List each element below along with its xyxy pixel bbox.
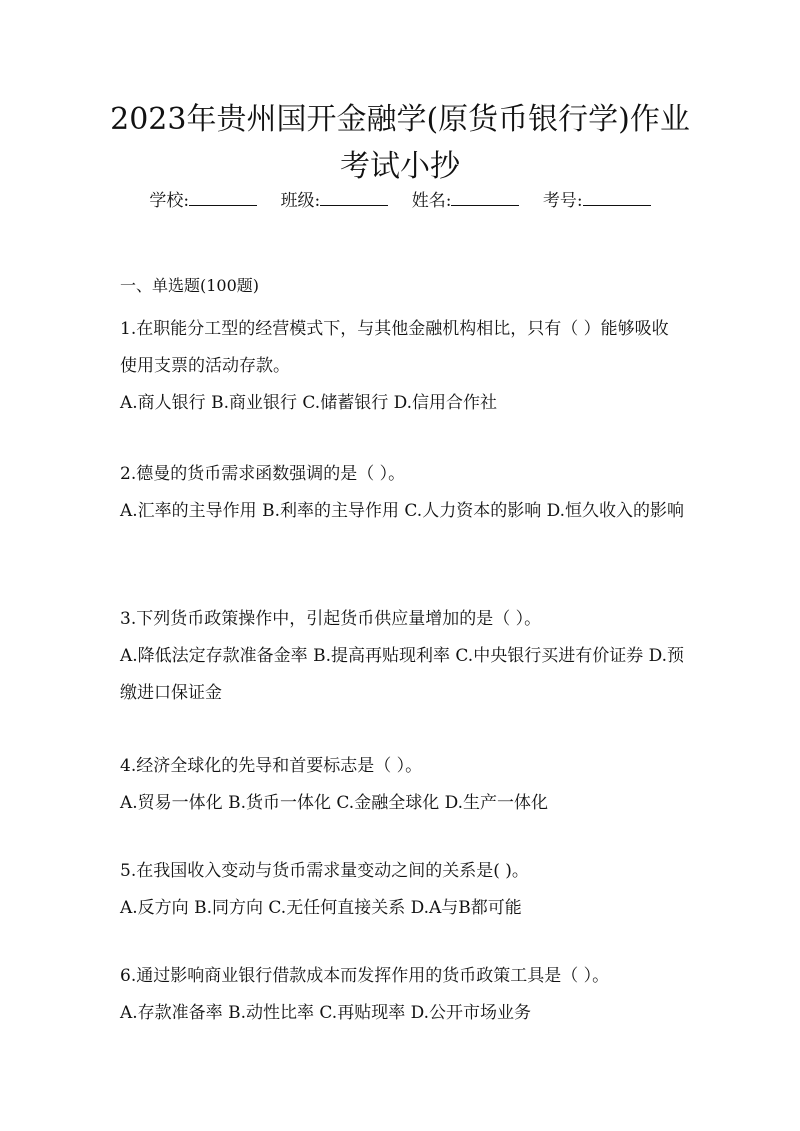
question-options: A.存款准备率 B.动性比率 C.再贴现率 D.公开市场业务 bbox=[120, 1003, 532, 1023]
question-stem: 2.德曼的货币需求函数强调的是（ ）。 bbox=[120, 464, 406, 484]
school-field bbox=[149, 189, 257, 213]
question-stem: 3.下列货币政策操作中，引起货币供应量增加的是（ ）。 bbox=[120, 609, 542, 629]
school-blank bbox=[189, 189, 257, 206]
question-stem: 5.在我国收入变动与货币需求量变动之间的关系是( )。 bbox=[120, 861, 529, 881]
question-1 bbox=[120, 311, 685, 422]
question-options: A.反方向 B.同方向 C.无任何直接关系 D.A与B都可能 bbox=[120, 898, 522, 918]
section-heading: 一、单选题(100题) bbox=[120, 276, 260, 295]
exam-number-blank bbox=[583, 189, 651, 206]
question-stem: 6.通过影响商业银行借款成本而发挥作用的货币政策工具是（ ）。 bbox=[120, 966, 610, 986]
question-options: A.降低法定存款准备金率 B.提高再贴现利率 C.中央银行买进有价证券 D.预缴进口保证金 bbox=[120, 646, 685, 703]
question-options: A.汇率的主导作用 B.利率的主导作用 C.人力资本的影响 D.恒久收入的影响 bbox=[120, 501, 685, 521]
class-blank bbox=[320, 189, 388, 206]
document-title: 2023年贵州国开金融学(原货币银行学)作业考试小抄 bbox=[110, 102, 690, 184]
exam-number-label: 考号: bbox=[542, 191, 583, 211]
name-blank bbox=[451, 189, 519, 206]
question-2 bbox=[120, 456, 685, 530]
school-label: 学校: bbox=[149, 191, 190, 211]
question-5 bbox=[120, 853, 685, 927]
question-4 bbox=[120, 748, 685, 822]
class-field bbox=[281, 189, 389, 213]
name-field bbox=[412, 189, 520, 213]
question-options: A.商人银行 B.商业银行 C.储蓄银行 D.信用合作社 bbox=[120, 393, 498, 413]
student-info-line bbox=[0, 189, 800, 213]
question-stem: 1.在职能分工型的经营模式下，与其他金融机构相比，只有（ ）能够吸收使用支票的活动存款。 bbox=[120, 319, 669, 376]
question-options: A.贸易一体化 B.货币一体化 C.金融全球化 D.生产一体化 bbox=[120, 793, 549, 813]
question-stem: 4.经济全球化的先导和首要标志是（ ）。 bbox=[120, 756, 423, 776]
question-6 bbox=[120, 958, 685, 1032]
exam-number-field bbox=[543, 189, 651, 213]
question-3 bbox=[120, 601, 685, 712]
class-label: 班级: bbox=[280, 191, 321, 211]
name-label: 姓名: bbox=[411, 191, 452, 211]
